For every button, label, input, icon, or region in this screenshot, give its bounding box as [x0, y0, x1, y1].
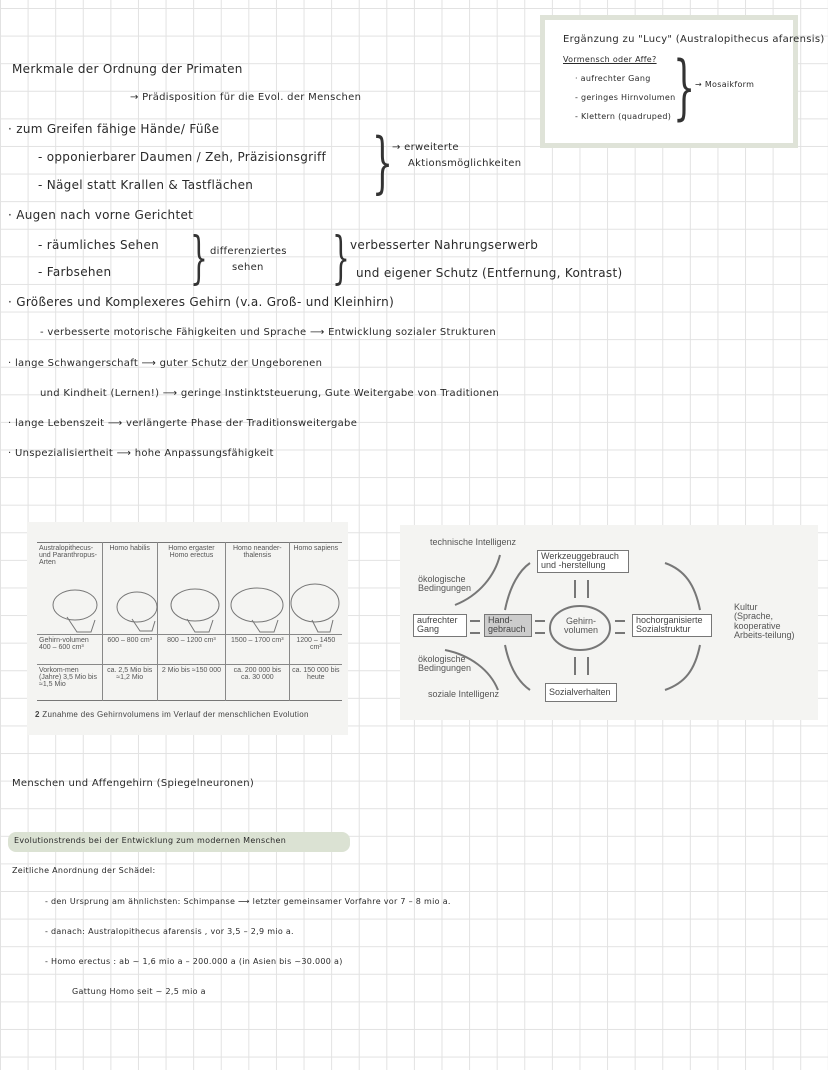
caption: Zunahme des Gehirnvolumens im Verlauf der menschlichen Evolution — [42, 710, 309, 719]
box-sozialstruktur: hochorganisierte Sozialstruktur — [632, 614, 712, 637]
lucy-note-box — [540, 15, 825, 148]
label-oeko: ökologische Bedingungen — [418, 654, 472, 674]
note-question: Vormensch oder Affe? — [563, 55, 657, 64]
section-title: Evolutionstrends bei der Entwicklung zum modernen Menschen — [14, 836, 287, 845]
section-title: Menschen und Affengehirn (Spiegelneuronen) — [12, 778, 255, 789]
list-item: - danach: Australopithecus afarensis , vor 3,5 – 2,9 mio a. — [45, 927, 294, 936]
cell: 800 – 1200 cm³ — [157, 635, 225, 665]
skull-icon — [171, 589, 219, 621]
note-result: → Mosaikform — [695, 80, 755, 89]
cell: 1500 – 1700 cm³ — [226, 635, 290, 665]
list-item: - Homo erectus : ab ~ 1,6 mio a – 200.000 a (in Asien bis ~30.000 a) — [45, 957, 343, 966]
table-header: Homo neander-thalensis — [232, 545, 282, 559]
note-item: - geringes Hirnvolumen — [575, 93, 676, 102]
cell: 400 – 600 cm³ — [39, 644, 84, 651]
bullet: · lange Lebenszeit ⟶ verlängerte Phase der Traditionsweitergabe — [8, 418, 358, 429]
list-item: Gattung Homo seit ~ 2,5 mio a — [72, 987, 206, 996]
box-sozialverhalten: Sozialverhalten — [545, 683, 617, 702]
cell: ca. 150 000 bis heute — [289, 665, 342, 701]
skull-drawings — [37, 577, 342, 637]
cell: ca. 2,5 Mio bis ≈1,2 Mio — [102, 665, 157, 701]
skull-table-image — [27, 522, 348, 735]
row-label: Gehirn-volumen — [39, 637, 89, 644]
bullet: · zum Greifen fähige Hände/ Füße — [8, 122, 220, 136]
box-aufrecht: aufrechter Gang — [413, 614, 467, 637]
skull-icon — [53, 590, 97, 620]
cell: ca. 200 000 bis ca. 30 000 — [226, 665, 290, 701]
bullet: · Unspezialisiertheit ⟶ hohe Anpassungsfähigkeit — [8, 448, 274, 459]
result-text: verbesserter Nahrungserwerb — [350, 238, 539, 252]
section-title: Merkmale der Ordnung der Primaten — [12, 62, 243, 76]
sub-bullet: - verbesserte motorische Fähigkeiten und Sprache ⟶ Entwicklung sozialer Strukturen — [40, 327, 497, 338]
section-subtitle: Zeitliche Anordnung der Schädel: — [12, 866, 156, 875]
skull-icon — [291, 584, 339, 622]
skull-icon — [117, 592, 157, 622]
cell: 2 Mio bis ≈150 000 — [157, 665, 225, 701]
label-oeko: ökologische Bedingungen — [418, 574, 472, 594]
caption-number: 2 — [35, 710, 40, 719]
bullet: · Augen nach vorne Gerichtet — [8, 208, 194, 222]
table-header: Homo habilis — [109, 545, 150, 552]
row-label: Vorkom-men (Jahre) — [39, 667, 79, 681]
section-subtitle: → Prädisposition für die Evol. der Menschen — [130, 92, 362, 103]
result-text: und eigener Schutz (Entfernung, Kontrast) — [356, 266, 623, 280]
sub-bullet: - Nägel statt Krallen & Tastflächen — [38, 178, 254, 192]
result-text: Aktionsmöglichkeiten — [408, 158, 522, 169]
brace: } — [673, 46, 696, 128]
mid-text: sehen — [232, 262, 264, 273]
bullet: · Größeres und Komplexeres Gehirn (v.a. Groß- und Kleinhirn) — [8, 295, 395, 309]
table-header: Homo ergaster Homo erectus — [168, 545, 215, 559]
bullet: · lange Schwangerschaft ⟶ guter Schutz der Ungeborenen — [8, 358, 323, 369]
sub-bullet: - räumliches Sehen — [38, 238, 160, 252]
box-hand: Hand-gebrauch — [484, 614, 532, 637]
brace: } — [332, 226, 350, 291]
result-text: → erweiterte — [392, 142, 459, 153]
note-item: - Klettern (quadruped) — [575, 112, 672, 121]
sub-bullet: und Kindheit (Lernen!) ⟶ geringe Instinktsteuerung, Gute Weitergabe von Traditionen — [40, 388, 500, 399]
mid-text: differenziertes — [210, 246, 287, 257]
label-kultur: Kultur (Sprache, kooperative Arbeits-teilung) — [734, 602, 795, 641]
label-tech: technische Intelligenz — [430, 537, 517, 547]
label-sozial-int: soziale Intelligenz — [428, 689, 500, 699]
cell: 600 – 800 cm³ — [102, 635, 157, 665]
sub-bullet: - opponierbarer Daumen / Zeh, Präzisionsgriff — [38, 150, 327, 164]
cell: 1200 – 1450 cm³ — [289, 635, 342, 665]
table-header: Homo sapiens — [293, 545, 339, 552]
brace: } — [190, 226, 208, 291]
list-item: - den Ursprung am ähnlichsten: Schimpanse ⟶ letzter gemeinsamer Vorfahre vor 7 – 8 mio a. — [45, 897, 451, 906]
box-werkzeug: Werkzeuggebrauch und -herstellung — [537, 550, 629, 573]
label-gehirn: Gehirn-volumen — [563, 616, 599, 636]
note-item: · aufrechter Gang — [575, 74, 651, 83]
note-title: Ergänzung zu "Lucy" (Australopithecus afarensis) — [563, 34, 825, 45]
brace: } — [372, 124, 393, 201]
cell: 3,5 Mio bis ≈1,5 Mio — [39, 674, 97, 688]
table-header: Australopithecus- und Paranthropus-Arten — [39, 545, 97, 566]
skull-icon — [231, 588, 283, 622]
sub-bullet: - Farbsehen — [38, 265, 112, 279]
brain-evolution-diagram — [400, 525, 818, 720]
